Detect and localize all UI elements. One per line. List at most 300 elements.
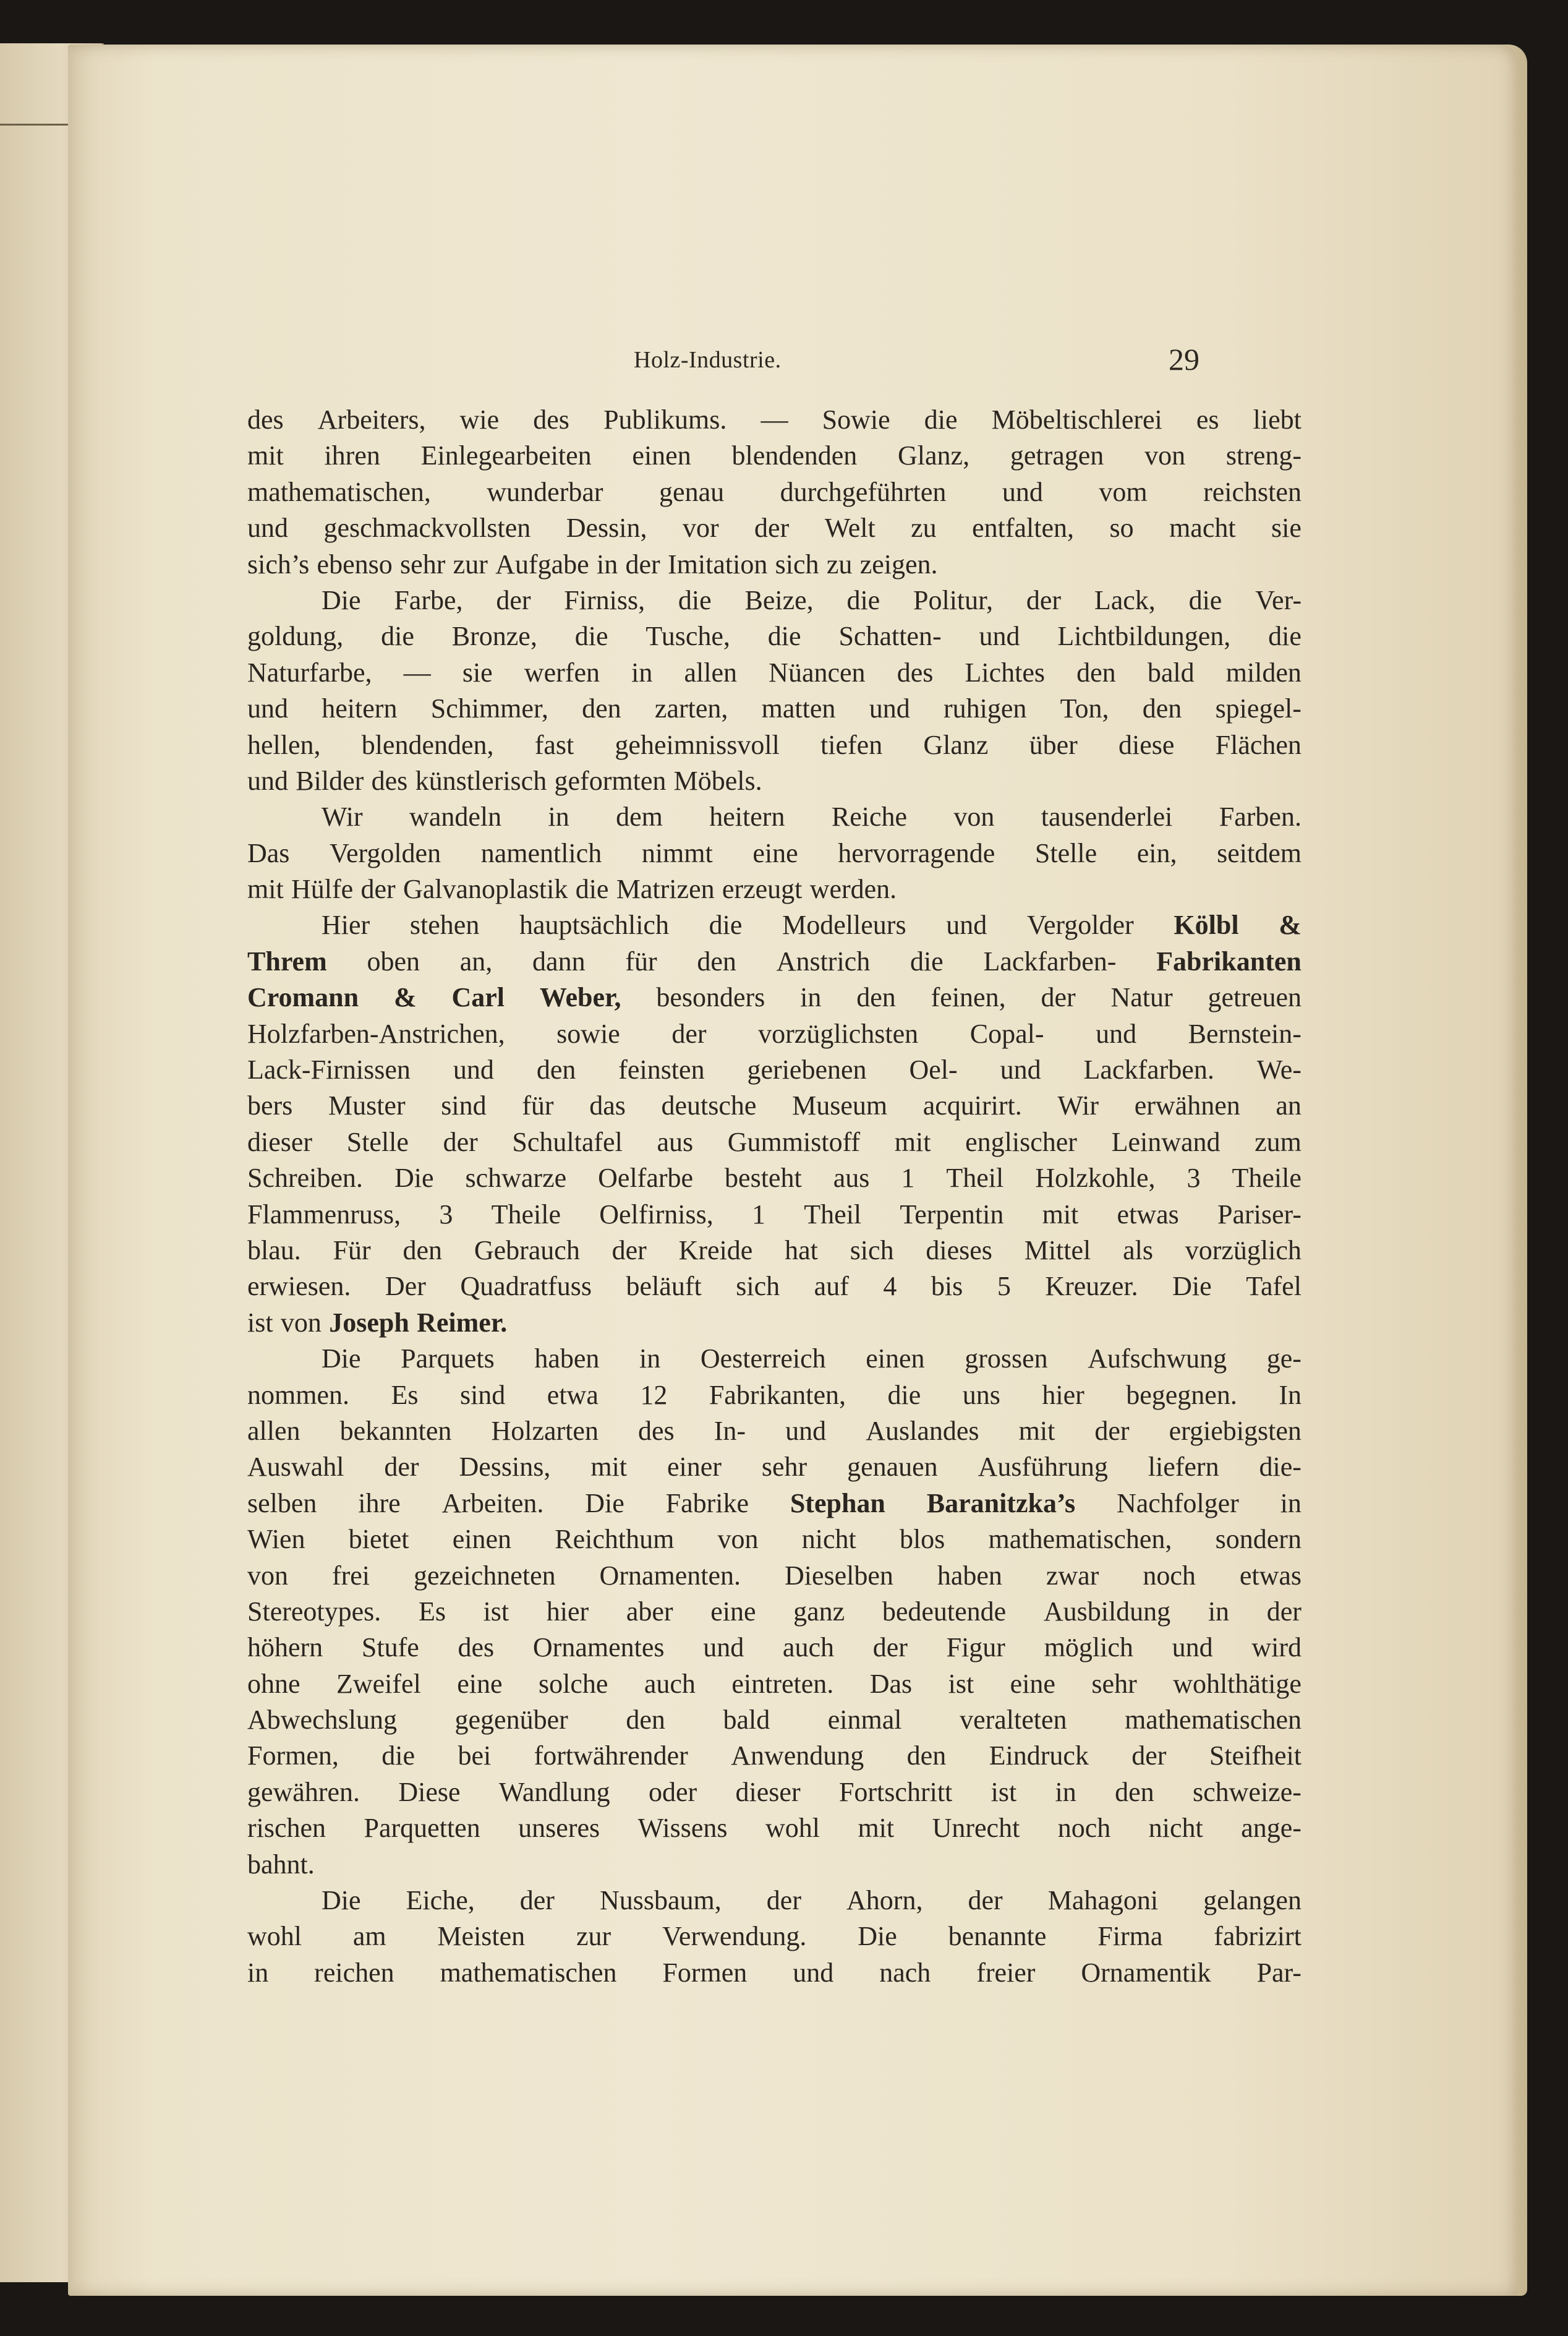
- word: Schimmer,: [430, 693, 548, 724]
- word: aus: [833, 1163, 870, 1194]
- word: wohl: [247, 1921, 302, 1952]
- word: Wandlung: [498, 1776, 610, 1807]
- word: 1: [901, 1163, 915, 1194]
- word: Aufschwung: [1088, 1343, 1227, 1374]
- word: bers: [247, 1090, 293, 1121]
- text-line: [247, 583, 1302, 618]
- word: werfen: [524, 657, 600, 688]
- word: mathematischen: [1125, 1705, 1302, 1735]
- word: eine: [457, 1668, 503, 1699]
- text-line: [247, 547, 1302, 583]
- word: sehr: [400, 549, 446, 580]
- word: sie: [462, 657, 493, 688]
- word: bietet: [348, 1524, 409, 1555]
- bold-word: Reimer.: [417, 1307, 508, 1338]
- word: Ahorn,: [846, 1885, 923, 1916]
- word: heitern: [322, 693, 398, 724]
- word: Auslandes: [866, 1415, 979, 1446]
- word: einen: [632, 440, 691, 471]
- word: Anstrich: [776, 946, 871, 977]
- word: begegnen.: [1126, 1379, 1237, 1410]
- word: Wissens: [637, 1813, 728, 1844]
- word: die: [381, 1740, 415, 1771]
- word: Glanz,: [898, 440, 970, 471]
- word: Tafel: [1246, 1271, 1302, 1302]
- word: 3: [1187, 1163, 1201, 1194]
- text-line: [247, 1160, 1302, 1196]
- word: Stereotypes.: [247, 1596, 381, 1627]
- word: der: [1131, 1740, 1167, 1771]
- word: in: [800, 982, 822, 1013]
- word: auch: [782, 1632, 834, 1663]
- word: Kreide: [678, 1234, 753, 1265]
- word: blendenden,: [361, 729, 494, 760]
- word: haben: [534, 1343, 600, 1374]
- word: Sowie: [822, 404, 890, 435]
- word: werden.: [809, 874, 897, 905]
- word: eine: [710, 1596, 756, 1627]
- word: der: [496, 584, 531, 615]
- word: bald: [1147, 657, 1195, 688]
- word: Farbe,: [394, 584, 463, 615]
- word: hat: [785, 1234, 818, 1265]
- word: ruhigen: [943, 693, 1027, 724]
- word: einer: [667, 1452, 722, 1482]
- word: des: [247, 404, 284, 435]
- word: möglich: [1044, 1632, 1133, 1663]
- text-line: [247, 1016, 1302, 1052]
- word: Lackfarben.: [1083, 1055, 1214, 1085]
- word: Theil: [946, 1163, 1004, 1194]
- word: zur: [576, 1921, 611, 1952]
- word: fast: [534, 729, 574, 760]
- word: die: [924, 404, 958, 435]
- word: die: [575, 874, 609, 905]
- text-line: [247, 1702, 1302, 1738]
- text-line: [247, 1449, 1302, 1485]
- word: 5: [997, 1271, 1011, 1302]
- word: des: [458, 1632, 495, 1663]
- text-line: [247, 980, 1302, 1016]
- word: Schatten-: [838, 621, 942, 652]
- word: liebt: [1253, 404, 1302, 435]
- word: Die: [585, 1487, 624, 1518]
- word: Holzarten: [491, 1415, 599, 1446]
- word: Lichtbildungen,: [1057, 621, 1231, 652]
- word: aus: [657, 1126, 694, 1157]
- word: Par-: [1256, 1957, 1302, 1988]
- word: in: [548, 802, 569, 832]
- word: ist: [483, 1596, 509, 1627]
- word: sich: [775, 549, 819, 580]
- word: es: [1196, 404, 1219, 435]
- text-line: [247, 1630, 1302, 1666]
- word: und: [247, 693, 288, 724]
- word: unseres: [518, 1813, 600, 1844]
- word: und: [247, 765, 288, 796]
- word: wird: [1251, 1632, 1302, 1663]
- word: solche: [539, 1668, 608, 1699]
- word: wunderbar: [487, 476, 603, 507]
- word: über: [1029, 729, 1078, 760]
- word: Lackfarben-: [983, 946, 1117, 977]
- word: Nachfolger: [1116, 1487, 1239, 1518]
- word: sondern: [1215, 1524, 1302, 1555]
- word: wandeln: [409, 802, 502, 832]
- word: eine: [752, 837, 798, 868]
- bold-word: Kölbl: [1174, 910, 1239, 941]
- word: der: [766, 1885, 801, 1916]
- word: in: [639, 1343, 661, 1374]
- text-line: [247, 1341, 1302, 1377]
- word: Firniss,: [564, 584, 646, 615]
- word: Naturfarbe,: [247, 657, 372, 688]
- word: Verwendung.: [662, 1921, 807, 1952]
- word: Formen: [662, 1957, 748, 1988]
- word: die: [910, 946, 944, 977]
- word: die: [1188, 584, 1222, 615]
- word: der: [443, 1126, 478, 1157]
- word: der: [1041, 982, 1076, 1013]
- word: dieser: [735, 1776, 801, 1807]
- word: Gebrauch: [474, 1234, 580, 1265]
- word: den: [1142, 693, 1182, 724]
- word: Dessin,: [566, 513, 647, 544]
- word: schweize-: [1192, 1776, 1302, 1807]
- word: Abwechslung: [247, 1705, 397, 1735]
- word: streng-: [1225, 440, 1302, 471]
- word: in: [1208, 1596, 1230, 1627]
- word: feinen,: [931, 982, 1006, 1013]
- word: ist: [247, 1307, 273, 1338]
- word: reichsten: [1203, 476, 1302, 507]
- word: Nüancen: [769, 657, 866, 688]
- word: vom: [1099, 476, 1148, 507]
- word: und: [703, 1632, 744, 1663]
- text-line: [247, 1883, 1302, 1919]
- word: fortwährender: [534, 1740, 688, 1771]
- word: Ornamentik: [1081, 1957, 1211, 1988]
- word: zum: [1255, 1126, 1302, 1157]
- word: Ausbildung: [1043, 1596, 1171, 1627]
- word: 1: [752, 1199, 766, 1230]
- word: Wir: [322, 802, 363, 832]
- word: bekannten: [339, 1415, 452, 1446]
- word: für: [522, 1090, 554, 1121]
- word: Arbeiters,: [317, 404, 426, 435]
- word: noch: [1143, 1560, 1196, 1591]
- word: in: [596, 549, 618, 580]
- running-title: Holz-Industrie.: [634, 347, 782, 373]
- text-line: [247, 1413, 1302, 1449]
- word: Ausführung: [978, 1452, 1108, 1482]
- word: Dessins,: [459, 1452, 551, 1482]
- text-line: [247, 1738, 1302, 1774]
- word: Hülfe: [291, 874, 354, 905]
- word: hellen,: [247, 729, 321, 760]
- text-line: [247, 438, 1302, 474]
- text-line: [247, 1774, 1302, 1810]
- text-line: [247, 1558, 1302, 1594]
- word: und: [1096, 1018, 1137, 1049]
- word: Fabrike: [665, 1487, 749, 1518]
- word: beläuft: [626, 1271, 702, 1302]
- word: das: [589, 1090, 626, 1121]
- word: höhern: [247, 1632, 323, 1663]
- word: der: [968, 1885, 1003, 1916]
- word: Leinwand: [1111, 1126, 1221, 1157]
- text-line: [247, 944, 1302, 980]
- word: ganz: [793, 1596, 845, 1627]
- word: den: [582, 693, 621, 724]
- word: Die: [322, 584, 361, 615]
- word: veralteten: [960, 1705, 1067, 1735]
- word: vorzüglich: [1185, 1234, 1302, 1265]
- word: den: [906, 1740, 947, 1771]
- text-line: [247, 1052, 1302, 1088]
- word: oder: [649, 1776, 697, 1807]
- word: und: [979, 621, 1020, 652]
- word: der: [519, 1885, 555, 1916]
- word: Galvanoplastik: [403, 874, 568, 905]
- text-line: [247, 655, 1302, 691]
- word: reichen: [314, 1957, 394, 1988]
- word: durchgeführten: [780, 476, 947, 507]
- word: den: [697, 946, 736, 977]
- word: bahnt.: [247, 1849, 315, 1880]
- word: der: [360, 874, 396, 905]
- word: der: [1026, 584, 1062, 615]
- word: Anwendung: [731, 1740, 864, 1771]
- word: mit: [247, 440, 284, 471]
- word: gelangen: [1203, 1885, 1302, 1916]
- word: entfalten,: [972, 513, 1075, 544]
- word: dann: [532, 946, 586, 977]
- word: die: [381, 621, 414, 652]
- word: sehr: [1091, 1668, 1137, 1699]
- word: hier: [1042, 1379, 1084, 1410]
- word: zeigen.: [859, 549, 938, 580]
- word: der: [1094, 1415, 1130, 1446]
- word: Zweifel: [336, 1668, 421, 1699]
- word: 12: [640, 1379, 668, 1410]
- word: frei: [331, 1560, 370, 1591]
- word: Nussbaum,: [599, 1885, 722, 1916]
- word: in: [247, 1957, 269, 1988]
- text-line: [247, 1486, 1302, 1521]
- word: Die: [1172, 1271, 1212, 1302]
- word: feinsten: [618, 1055, 705, 1085]
- word: selben: [247, 1487, 317, 1518]
- word: aber: [626, 1596, 673, 1627]
- text-line: [247, 871, 1302, 907]
- word: der: [611, 1234, 647, 1265]
- word: mathematischen,: [247, 476, 431, 507]
- word: ist: [991, 1776, 1017, 1807]
- word: Oelfirniss,: [599, 1199, 714, 1230]
- word: gegenüber: [454, 1705, 568, 1735]
- word: mit: [894, 1126, 931, 1157]
- word: Flammenruss,: [247, 1199, 401, 1230]
- word: blos: [899, 1524, 945, 1555]
- word: Pariser-: [1217, 1199, 1302, 1230]
- word: 4: [883, 1271, 897, 1302]
- word: fabrizirt: [1214, 1921, 1302, 1952]
- word: haben: [937, 1560, 1002, 1591]
- word: hervorragende: [838, 837, 995, 868]
- word: benannte: [948, 1921, 1047, 1952]
- word: blau.: [247, 1234, 301, 1265]
- word: matten: [761, 693, 836, 724]
- bold-word: Weber,: [539, 982, 621, 1013]
- word: von: [280, 1307, 322, 1338]
- word: Das: [869, 1668, 913, 1699]
- word: Publikums.: [603, 404, 727, 435]
- word: zu: [826, 549, 853, 580]
- word: Museum: [792, 1090, 888, 1121]
- word: die: [887, 1379, 921, 1410]
- word: Ver-: [1255, 584, 1302, 615]
- word: eintreten.: [731, 1668, 834, 1699]
- word: Parquetten: [364, 1813, 480, 1844]
- text-line: [247, 1305, 1302, 1341]
- word: Vergolden: [330, 837, 441, 868]
- word: getragen: [1010, 440, 1104, 471]
- word: sind: [459, 1379, 506, 1410]
- word: dieser: [247, 1126, 313, 1157]
- text-line: [247, 1521, 1302, 1557]
- word: in: [1055, 1776, 1076, 1807]
- page-fold-line: [0, 124, 68, 130]
- word: —: [403, 657, 431, 688]
- word: Muster: [328, 1090, 406, 1121]
- word: Theile: [491, 1199, 561, 1230]
- word: einen: [866, 1343, 925, 1374]
- word: die-: [1259, 1452, 1302, 1482]
- word: Matrizen: [616, 874, 715, 905]
- word: Lack,: [1094, 584, 1156, 615]
- word: gezeichneten: [413, 1560, 556, 1591]
- word: bedeutende: [882, 1596, 1007, 1627]
- word: vorzüglichsten: [758, 1018, 919, 1049]
- word: erwähnen: [1134, 1090, 1240, 1121]
- word: und: [785, 1415, 827, 1446]
- word: erwiesen.: [247, 1271, 351, 1302]
- text-line: [247, 1377, 1302, 1413]
- text-line: [247, 402, 1302, 438]
- word: in: [631, 657, 653, 688]
- word: blendenden: [731, 440, 858, 471]
- word: genauen: [847, 1452, 938, 1482]
- word: etwas: [1239, 1560, 1302, 1591]
- word: ist: [948, 1668, 974, 1699]
- word: mit: [858, 1813, 895, 1844]
- word: von: [953, 802, 995, 832]
- word: Oelfarbe: [598, 1163, 694, 1194]
- word: die: [1268, 621, 1302, 652]
- word: besonders: [656, 982, 765, 1013]
- word: ange-: [1241, 1813, 1302, 1844]
- word: Vergolder: [1027, 910, 1134, 941]
- word: an: [1276, 1090, 1302, 1121]
- word: zarten,: [654, 693, 728, 724]
- word: Es: [391, 1379, 419, 1410]
- word: rischen: [247, 1813, 326, 1844]
- text-line: [247, 763, 1302, 799]
- bold-word: Fabrikanten: [1156, 946, 1302, 977]
- page-number: 29: [1169, 342, 1199, 377]
- word: Für: [333, 1234, 371, 1265]
- word: Natur: [1110, 982, 1173, 1013]
- word: mit: [247, 874, 284, 905]
- text-line: [247, 474, 1302, 510]
- word: sich: [850, 1234, 894, 1265]
- word: Mahagoni: [1047, 1885, 1159, 1916]
- word: ge-: [1266, 1343, 1302, 1374]
- word: des: [533, 404, 569, 435]
- word: Welt: [824, 513, 876, 544]
- word: Stelle: [346, 1126, 409, 1157]
- word: für: [625, 946, 657, 977]
- word: In-: [714, 1415, 746, 1446]
- word: eine: [1010, 1668, 1055, 1699]
- word: noch: [1057, 1813, 1111, 1844]
- word: Meisten: [437, 1921, 526, 1952]
- word: von: [1144, 440, 1186, 471]
- word: Eiche,: [406, 1885, 475, 1916]
- word: und: [869, 693, 910, 724]
- word: sind: [441, 1090, 487, 1121]
- word: Dieselben: [784, 1560, 893, 1591]
- bold-word: Carl: [451, 982, 505, 1013]
- word: der: [754, 513, 790, 544]
- word: Möbels.: [673, 765, 762, 796]
- word: bei: [458, 1740, 492, 1771]
- word: Figur: [946, 1632, 1005, 1663]
- word: auf: [814, 1271, 849, 1302]
- word: Das: [247, 837, 290, 868]
- word: —: [761, 404, 788, 435]
- text-line: [247, 1810, 1302, 1846]
- word: Der: [385, 1271, 426, 1302]
- word: Parquets: [401, 1343, 495, 1374]
- word: zur: [453, 549, 488, 580]
- word: künstlerisch: [415, 765, 547, 796]
- word: wohl: [765, 1813, 820, 1844]
- word: Kreuzer.: [1045, 1271, 1138, 1302]
- text-line: [247, 1847, 1302, 1883]
- word: Glanz: [923, 729, 989, 760]
- word: Firma: [1097, 1921, 1163, 1952]
- word: und: [1002, 476, 1043, 507]
- word: Die: [394, 1163, 434, 1194]
- word: mit: [1042, 1199, 1079, 1230]
- word: nach: [879, 1957, 931, 1988]
- word: Quadratfuss: [460, 1271, 592, 1302]
- text-line: [247, 1919, 1302, 1954]
- word: schwarze: [465, 1163, 567, 1194]
- bold-word: Threm: [247, 946, 327, 977]
- word: freier: [976, 1957, 1036, 1988]
- word: heitern: [709, 802, 785, 832]
- word: Die: [322, 1343, 361, 1374]
- word: sowie: [556, 1018, 620, 1049]
- word: In: [1279, 1379, 1302, 1410]
- word: Bernstein-: [1188, 1018, 1302, 1049]
- word: und: [453, 1055, 494, 1085]
- word: des: [897, 657, 934, 688]
- word: die: [767, 621, 801, 652]
